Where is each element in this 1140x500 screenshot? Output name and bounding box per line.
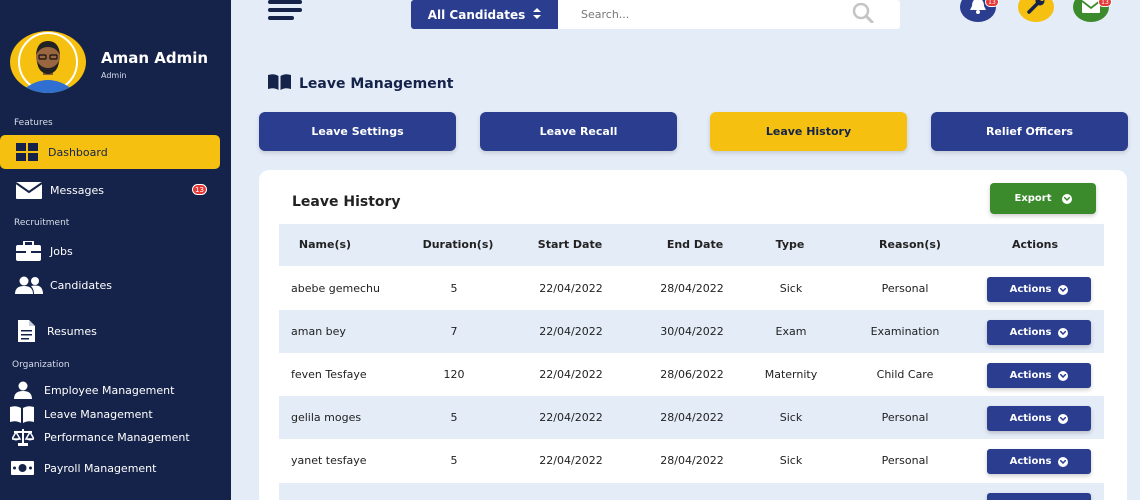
- sidebar-item-label: Jobs: [50, 244, 73, 258]
- sidebar-item-employee-management[interactable]: [12, 381, 222, 399]
- user-name: Aman Admin: [101, 49, 209, 67]
- search-input[interactable]: [558, 0, 808, 29]
- chevron-down-icon: [1058, 414, 1068, 424]
- briefcase-icon: [16, 241, 41, 261]
- envelope-icon: [16, 182, 42, 199]
- dashboard-icon: [16, 143, 38, 161]
- cell-start-date: 22/04/2022: [539, 411, 603, 424]
- candidate-filter-label: All Candidates: [427, 7, 526, 22]
- cell-end-date: 28/04/2022: [660, 282, 724, 295]
- page-title: [268, 74, 453, 94]
- actions-button[interactable]: [987, 320, 1091, 345]
- actions-button[interactable]: [987, 406, 1091, 431]
- sidebar-item-performance-management[interactable]: [12, 428, 227, 446]
- book-icon: [10, 406, 34, 423]
- search-bar: [558, 0, 900, 29]
- sidebar-item-label: Candidates: [50, 278, 112, 292]
- hamburger-menu-icon[interactable]: [268, 0, 302, 22]
- actions-label: Actions: [1009, 370, 1052, 381]
- chevron-down-icon: [1058, 328, 1068, 338]
- notifications-badge: 13: [985, 0, 999, 7]
- table-header: [279, 224, 1104, 266]
- cell-name: feven Tesfaye: [291, 368, 367, 381]
- cell-end-date: 28/04/2022: [660, 454, 724, 467]
- cell-reason: Personal: [881, 411, 929, 424]
- actions-button[interactable]: [987, 363, 1091, 388]
- messages-badge: 13: [192, 184, 207, 195]
- cell-type: Sick: [779, 411, 803, 424]
- cell-duration: 5: [450, 454, 458, 467]
- section-organization: Organization: [12, 360, 70, 370]
- export-label: Export: [1014, 193, 1052, 204]
- mail-badge: 13: [1098, 0, 1112, 7]
- chevron-down-icon: [1058, 285, 1068, 295]
- sidebar-item-label: Employee Management: [44, 383, 175, 397]
- cell-reason: Examination: [870, 325, 940, 338]
- actions-label: Actions: [1009, 456, 1052, 467]
- cell-name: yanet tesfaye: [291, 454, 367, 467]
- sidebar-item-label: Messages: [50, 183, 104, 197]
- sidebar-item-label: Resumes: [47, 324, 97, 338]
- sidebar-item-label: Payroll Management: [44, 461, 157, 475]
- user-role: Admin: [101, 71, 127, 80]
- cell-type: Sick: [779, 282, 803, 295]
- sidebar-item-candidates[interactable]: [15, 275, 215, 295]
- sidebar-item-label: Performance Management: [44, 430, 190, 444]
- book-icon: [268, 74, 291, 94]
- sidebar-item-jobs[interactable]: [16, 241, 216, 261]
- section-recruitment: Recruitment: [14, 218, 70, 228]
- cell-duration: 5: [450, 411, 458, 424]
- table-row: [279, 310, 1104, 353]
- sidebar-item-dashboard[interactable]: [0, 135, 220, 169]
- money-icon: [11, 461, 34, 475]
- cell-name: abebe gemechu: [291, 282, 380, 295]
- table-row: [279, 396, 1104, 439]
- candidate-filter-select[interactable]: [411, 0, 558, 29]
- cell-reason: Child Care: [876, 368, 934, 381]
- export-button[interactable]: [990, 183, 1096, 214]
- tab-leave-history[interactable]: Leave History: [710, 112, 907, 151]
- bell-icon: [970, 0, 986, 18]
- cell-start-date: 22/04/2022: [539, 282, 603, 295]
- cell-duration: 120: [443, 368, 465, 381]
- user-icon: [12, 381, 34, 399]
- cell-end-date: 28/06/2022: [660, 368, 724, 381]
- sidebar-item-label: Dashboard: [48, 145, 108, 159]
- cell-end-date: 28/04/2022: [660, 411, 724, 424]
- cell-type: Exam: [775, 325, 807, 338]
- cell-start-date: 22/04/2022: [539, 368, 603, 381]
- cell-start-date: 22/04/2022: [539, 325, 603, 338]
- actions-label: Actions: [1009, 413, 1052, 424]
- cell-name: gelila moges: [291, 411, 362, 424]
- sidebar-item-label: Leave Management: [44, 407, 153, 421]
- scale-icon: [12, 428, 34, 446]
- cell-type: Maternity: [764, 368, 818, 381]
- users-icon: [15, 276, 43, 294]
- avatar[interactable]: [10, 31, 86, 93]
- chevron-down-icon: [1058, 371, 1068, 381]
- column-header-name: Name(s): [298, 238, 352, 251]
- cell-reason: Personal: [881, 282, 929, 295]
- section-features: Features: [14, 118, 53, 128]
- search-icon[interactable]: [852, 3, 874, 27]
- actions-button[interactable]: [987, 277, 1091, 302]
- tab-leave-recall[interactable]: Leave Recall: [480, 112, 677, 151]
- table-row: [279, 439, 1104, 482]
- cell-end-date: 30/04/2022: [660, 325, 724, 338]
- actions-label: Actions: [1009, 327, 1052, 338]
- leave-history-card: [259, 170, 1127, 500]
- table-row: [279, 267, 1104, 310]
- chevron-down-icon: [1058, 457, 1068, 467]
- column-header-reason: Reason(s): [879, 238, 941, 251]
- sidebar-item-resumes[interactable]: [18, 320, 218, 342]
- sidebar-item-leave-management[interactable]: [10, 405, 220, 423]
- cell-duration: 7: [450, 325, 458, 338]
- actions-button[interactable]: [987, 493, 1091, 500]
- tab-relief-officers[interactable]: Relief Officers: [931, 112, 1128, 151]
- cell-start-date: 22/04/2022: [539, 454, 603, 467]
- page-title-text: Leave Management: [299, 76, 454, 92]
- tab-leave-settings[interactable]: Leave Settings: [259, 112, 456, 151]
- cell-type: Sick: [779, 454, 803, 467]
- column-header-start-date: Start Date: [537, 238, 603, 251]
- wrench-icon: [1027, 0, 1045, 18]
- cell-reason: Personal: [881, 454, 929, 467]
- table-row: [279, 483, 1104, 500]
- sidebar-item-messages[interactable]: [16, 180, 216, 200]
- column-header-actions: Actions: [1012, 238, 1058, 251]
- column-header-end-date: End Date: [666, 238, 724, 251]
- chevron-down-icon: [1062, 194, 1072, 204]
- settings-button[interactable]: [1018, 0, 1054, 22]
- actions-label: Actions: [1009, 284, 1052, 295]
- sidebar: [0, 0, 231, 500]
- actions-button[interactable]: [987, 449, 1091, 474]
- table-row: [279, 353, 1104, 396]
- column-header-duration: Duration(s): [422, 238, 494, 251]
- document-icon: [18, 320, 35, 342]
- card-title: Leave History: [292, 194, 401, 210]
- cell-duration: 5: [450, 282, 458, 295]
- sort-arrows-icon: [533, 8, 541, 22]
- sidebar-item-payroll-management[interactable]: [11, 459, 221, 477]
- column-header-type: Type: [775, 238, 805, 251]
- cell-name: aman bey: [291, 325, 346, 338]
